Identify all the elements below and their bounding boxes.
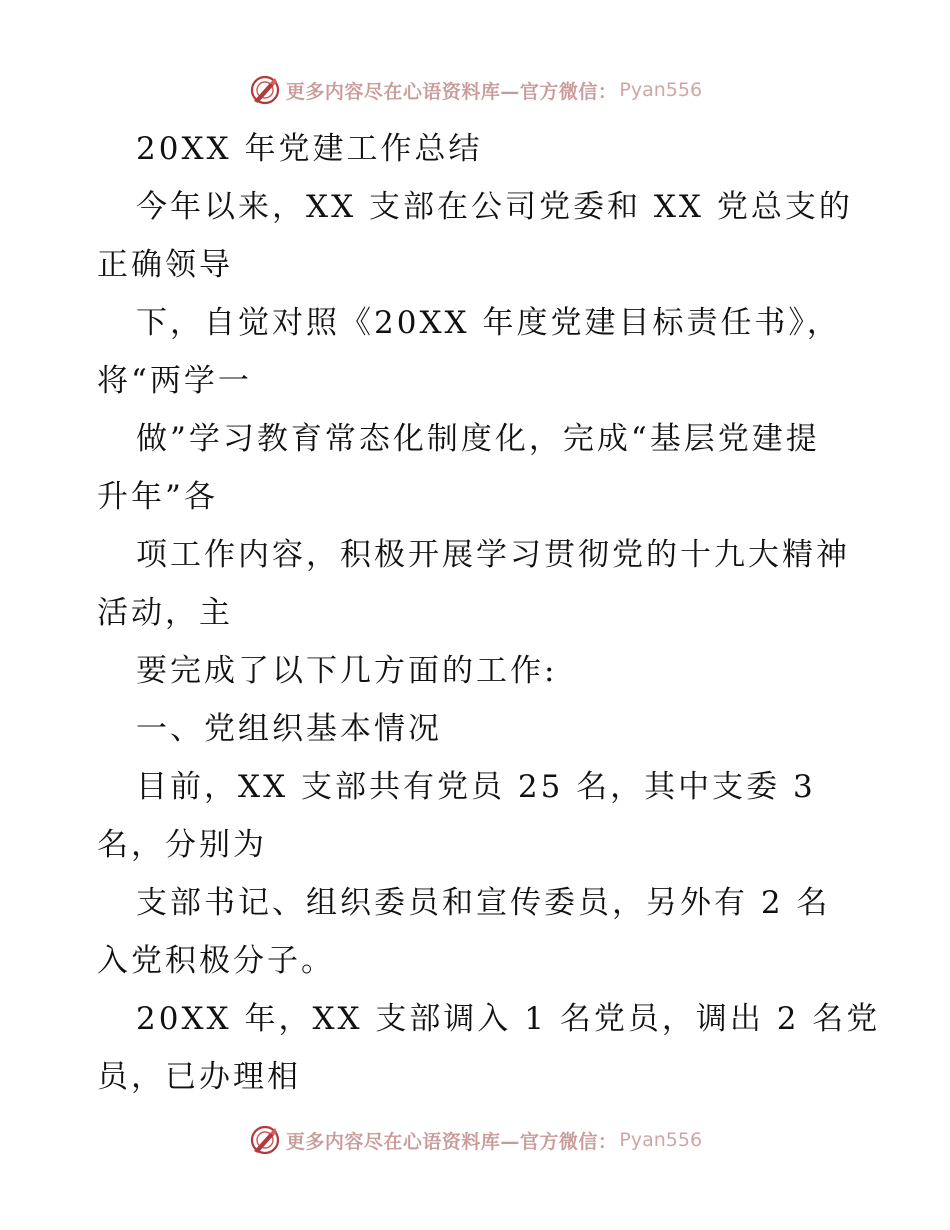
document-body — [97, 120, 881, 1106]
footer-wechat-id: Pyan556 — [619, 1129, 703, 1151]
document-line: 员，已办理相 — [97, 1059, 301, 1095]
document-line: 要完成了以下几方面的工作: — [136, 653, 558, 689]
document-line: 升年”各 — [97, 479, 218, 515]
pen-logo-icon — [248, 1123, 282, 1157]
document-line: 目前，XX 支部共有党员 25 名，其中支委 3 — [136, 769, 816, 805]
footer-banner-text: 更多内容尽在心语资料库—官方微信： — [285, 1130, 618, 1153]
footer-watermark-banner — [0, 1120, 950, 1160]
document-line: 活动，主 — [97, 595, 233, 631]
document-line: 名，分别为 — [97, 827, 267, 863]
document-line: 今年以来，XX 支部在公司党委和 XX 党总支的 — [136, 189, 853, 225]
document-line: 将“两学一 — [97, 363, 252, 399]
document-line: 做”学习教育常态化制度化，完成“基层党建提 — [136, 421, 820, 457]
header-banner-text: 更多内容尽在心语资料库—官方微信： — [285, 80, 618, 103]
document-line: 下，自觉对照《20XX 年度党建目标责任书》， — [136, 305, 841, 341]
document-line: 20XX 年，XX 支部调入 1 名党员，调出 2 名党 — [136, 1001, 881, 1037]
document-line: 支部书记、组织委员和宣传委员，另外有 2 名 — [136, 885, 831, 921]
pen-logo-icon — [248, 73, 282, 107]
document-line: 入党积极分子。 — [97, 943, 335, 979]
document-line: 项工作内容，积极开展学习贯彻党的十九大精神 — [136, 537, 850, 573]
document-line: 一、党组织基本情况 — [136, 711, 442, 747]
document-line: 20XX 年党建工作总结 — [136, 131, 483, 167]
header-watermark-banner — [0, 70, 950, 110]
header-wechat-id: Pyan556 — [619, 79, 703, 101]
document-line: 正确领导 — [97, 247, 233, 283]
